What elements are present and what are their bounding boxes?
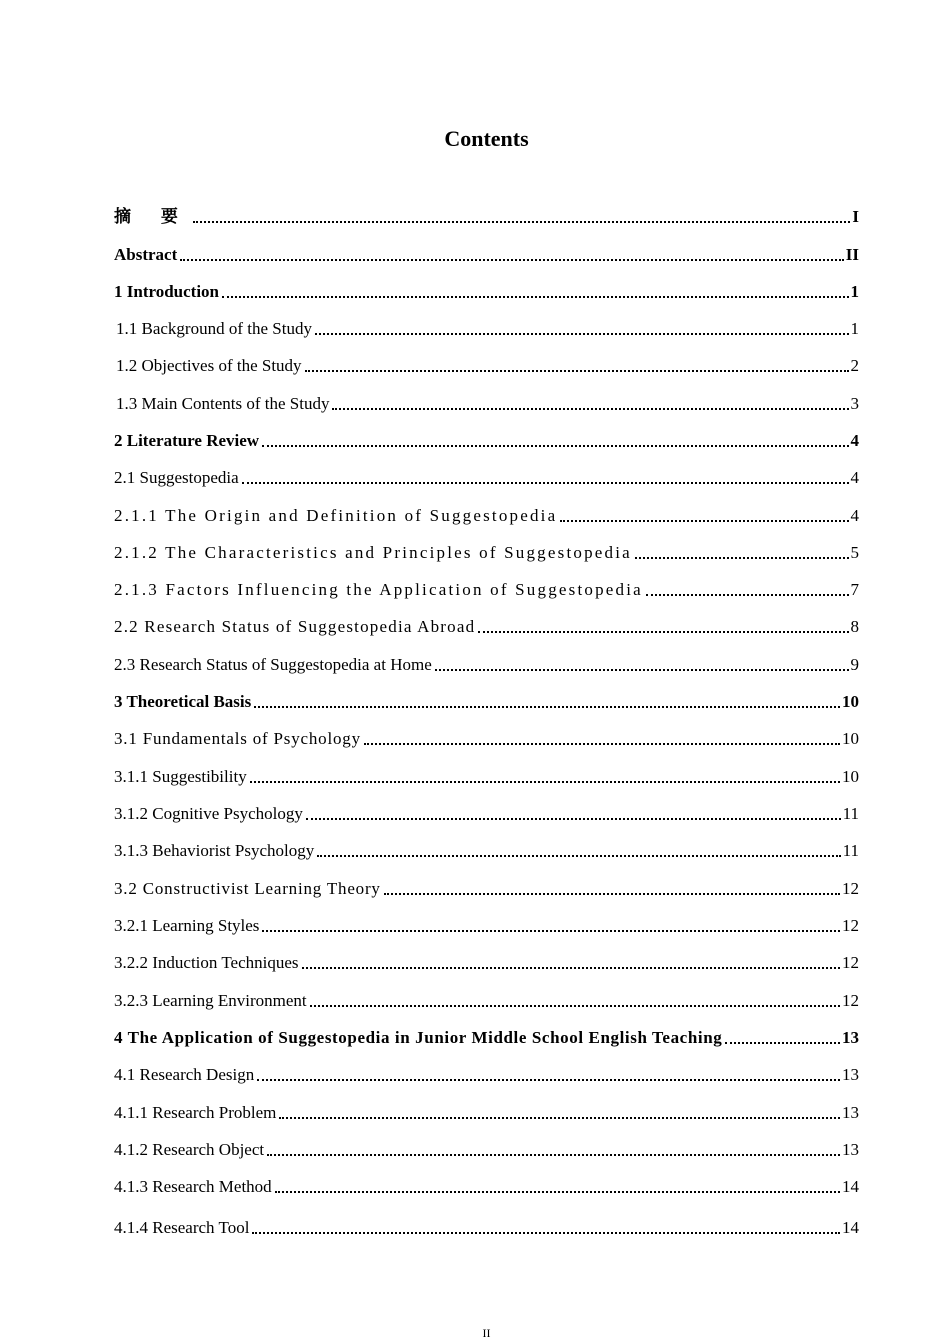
toc-label: 2.2 Research Status of Suggestopedia Abroad [114,617,476,636]
toc-entry-3-1-3[interactable] [114,837,859,861]
page-title: Contents [444,126,529,151]
toc-entry-3-2[interactable] [114,875,859,899]
toc-entry-1-2[interactable] [116,352,859,376]
toc-label: 4.1.3 Research Method [114,1177,272,1196]
dot-leader [646,593,849,596]
toc-entry-4-1-4[interactable] [114,1214,859,1238]
toc-entry-2-1-1[interactable] [114,502,859,526]
toc-label: 4.1.4 Research Tool [114,1218,250,1237]
toc-label: 2.3 Research Status of Suggestopedia at Home [114,655,432,674]
toc-entry-1-3[interactable] [116,390,859,414]
toc-page-number: 4 [850,468,859,487]
toc-page-number: 10 [842,729,859,748]
dot-leader [275,1190,840,1193]
dot-leader [222,295,848,298]
dot-leader [435,668,849,671]
toc-entry-2-1-2[interactable] [114,539,859,563]
dot-leader [193,220,850,223]
dot-leader [250,780,840,783]
dot-leader [302,966,840,969]
toc-entry-2-3[interactable] [114,651,859,675]
toc-page-number: 12 [842,879,859,898]
toc-page-number: 13 [842,1103,859,1122]
toc-label: 4.1.1 Research Problem [114,1103,277,1122]
toc-label: 4.1 Research Design [114,1065,255,1084]
toc-entry-4-1-1[interactable] [114,1099,859,1123]
dot-leader [180,258,844,261]
dot-leader [306,817,841,820]
toc-entry-3-2-3[interactable] [114,987,859,1011]
toc-entry-3-2-1[interactable] [114,912,859,936]
toc-label: 3.2.3 Learning Environment [114,991,307,1010]
toc-page-number: 1 [850,319,859,338]
toc-page-number: I [852,207,859,226]
toc-page-number: 4 [850,431,859,450]
toc-page-number: 7 [850,580,859,599]
toc-entry-4-1-3[interactable] [114,1173,859,1197]
toc-page-number: 12 [842,953,859,972]
toc-page-number: 14 [842,1218,859,1237]
page-number-footer: II [482,1326,491,1340]
toc-label: 2.1.3 Factors Influencing the Application of Suggestopedia [114,580,643,599]
toc-page-number: 9 [850,655,859,674]
dot-leader [310,1004,840,1007]
toc-page-number: 13 [842,1065,859,1084]
toc-entry-2-1[interactable] [114,464,859,488]
toc-label: 3.2.2 Induction Techniques [114,953,299,972]
dot-leader [332,407,848,410]
toc-entry-2-1-3[interactable] [114,576,859,600]
toc-label: 3.1.1 Suggestibility [114,767,247,786]
toc-entry-3-2-2[interactable] [114,949,859,973]
dot-leader [267,1153,840,1156]
toc-label: 1.3 Main Contents of the Study [116,394,330,413]
toc-page-number: 2 [850,356,859,375]
toc-label: 4 The Application of Suggestopedia in Junior Middle School English Teaching [114,1028,723,1047]
toc-page-number: 1 [850,282,859,301]
toc-page-number: 14 [842,1177,859,1196]
toc-label: 4.1.2 Research Object [114,1140,265,1159]
toc-label: 2.1.1 The Origin and Definition of Suggestopedia [114,506,558,525]
dot-leader [305,369,849,372]
dot-leader [262,929,840,932]
toc-label: 2.1 Suggestopedia [114,468,239,487]
toc-entry-3-1[interactable] [114,725,859,749]
toc-entry-3-1-2[interactable] [114,800,859,824]
toc-page-number: 10 [842,767,859,786]
toc-label: 1.1 Background of the Study [116,319,312,338]
dot-leader [635,556,849,559]
toc-page-number: 12 [842,991,859,1010]
toc-label: 2.1.2 The Characteristics and Principles of Suggestopedia [114,543,632,562]
toc-page-number: 11 [842,804,859,823]
toc-page-number: 4 [850,506,859,525]
toc-label: 摘 要 [114,207,190,227]
toc-label: 2 Literature Review [114,431,260,450]
toc-label: 1 Introduction [114,282,220,301]
toc-label: Abstract [114,245,178,264]
toc-label: 1.2 Objectives of the Study [116,356,302,375]
toc-page-number: 5 [850,543,859,562]
dot-leader [478,630,848,633]
toc-page-number: 3 [850,394,859,413]
toc-page-number: 12 [842,916,859,935]
toc-entry-chapter-1[interactable] [114,278,859,302]
toc-entry-1-1[interactable] [116,315,859,339]
toc-entry-chapter-2[interactable] [114,427,859,451]
dot-leader [384,892,840,895]
toc-entry-3-1-1[interactable] [114,763,859,787]
toc-page-number: 11 [842,841,859,860]
toc-page-number: 10 [842,692,859,711]
dot-leader [315,332,849,335]
toc-entry-4-1-2[interactable] [114,1136,859,1160]
toc-label: 3.1 Fundamentals of Psychology [114,729,361,748]
dot-leader [279,1116,840,1119]
dot-leader [317,854,840,857]
toc-page-number: 13 [842,1140,859,1159]
toc-label: 3.2.1 Learning Styles [114,916,260,935]
toc-entry-4-1[interactable] [114,1061,859,1085]
dot-leader [364,742,840,745]
toc-page-number: II [845,245,859,264]
toc-label: 3 Theoretical Basis [114,692,252,711]
toc-page-number: 13 [842,1028,859,1047]
toc-entry-abstract-cn[interactable] [114,203,859,227]
dot-leader [560,519,848,522]
toc-page-number: 8 [850,617,859,636]
toc-label: 3.1.2 Cognitive Psychology [114,804,303,823]
toc-entry-abstract[interactable] [114,241,859,265]
toc-entry-chapter-4[interactable] [114,1024,859,1048]
dot-leader [254,705,840,708]
dot-leader [257,1078,840,1081]
toc-label: 3.1.3 Behaviorist Psychology [114,841,315,860]
dot-leader [725,1041,840,1044]
dot-leader [262,444,848,447]
toc-label: 3.2 Constructivist Learning Theory [114,879,381,898]
dot-leader [252,1231,840,1234]
dot-leader [242,481,849,484]
toc-entry-chapter-3[interactable] [114,688,859,712]
toc-entry-2-2[interactable] [114,613,859,637]
